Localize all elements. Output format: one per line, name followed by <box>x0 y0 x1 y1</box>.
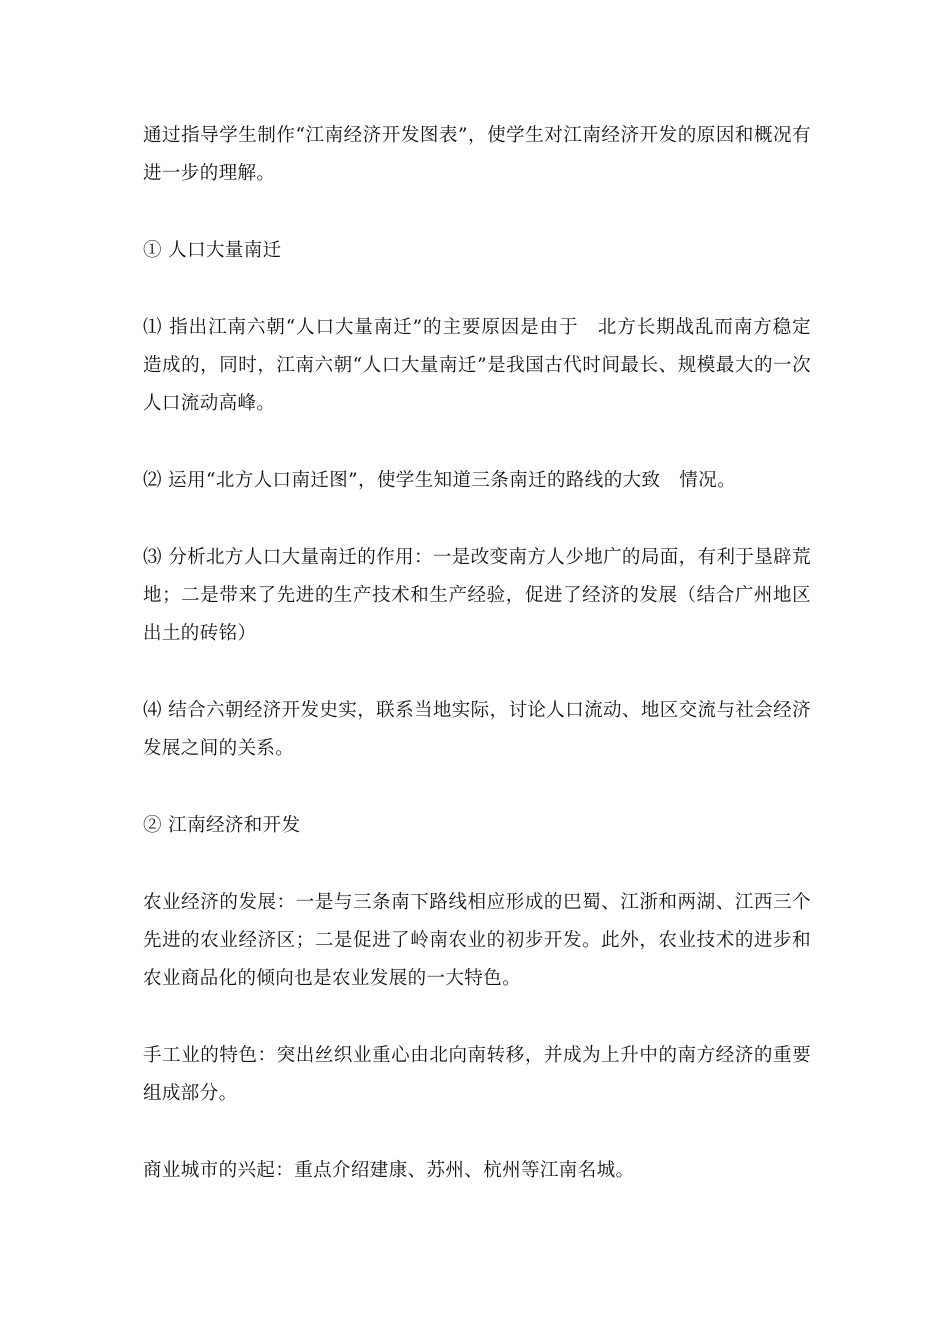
paragraph-agriculture: 农业经济的发展：一是与三条南下路线相应形成的巴蜀、江浙和两湖、江西三个先进的农业经济区；二是促进了岭南农业的初步开发。此外，农业技术的进步和农业商品化的倾向也是农业发展的一大特色。 <box>143 892 811 989</box>
paragraph-point-4: ⑷ 结合六朝经济开发史实，联系当地实际，讨论人口流动、地区交流与社会经济发展之间的关系。 <box>143 700 811 759</box>
paragraph-intro: 通过指导学生制作“江南经济开发图表”，使学生对江南经济开发的原因和概况有进一步的理解。 <box>143 125 811 184</box>
document-body <box>143 117 811 1190</box>
section-heading-economic-development: ② 江南经济和开发 <box>143 815 301 836</box>
paragraph-commerce: 商业城市的兴起：重点介绍建康、苏州、杭州等江南名城。 <box>143 1160 635 1181</box>
section-heading-population-migration: ① 人口大量南迁 <box>143 240 282 261</box>
paragraph-point-1: ⑴ 指出江南六朝“人口大量南迁”的主要原因是由于 北方长期战乱而南方稳定造成的，同时，江南六朝“人口大量南迁”是我国古代时间最长、规模最大的一次人口流动高峰。 <box>143 317 811 414</box>
paragraph-point-2: ⑵ 运用“北方人口南迁图”，使学生知道三条南迁的路线的大致 情况。 <box>143 470 736 491</box>
paragraph-handicraft: 手工业的特色：突出丝织业重心由北向南转移，并成为上升中的南方经济的重要组成部分。 <box>143 1045 811 1104</box>
paragraph-point-3: ⑶ 分析北方人口大量南迁的作用：一是改变南方人少地广的局面，有利于垦辟荒地；二是带来了先进的生产技术和生产经验，促进了经济的发展（结合广州地区出土的砖铭） <box>143 547 811 644</box>
